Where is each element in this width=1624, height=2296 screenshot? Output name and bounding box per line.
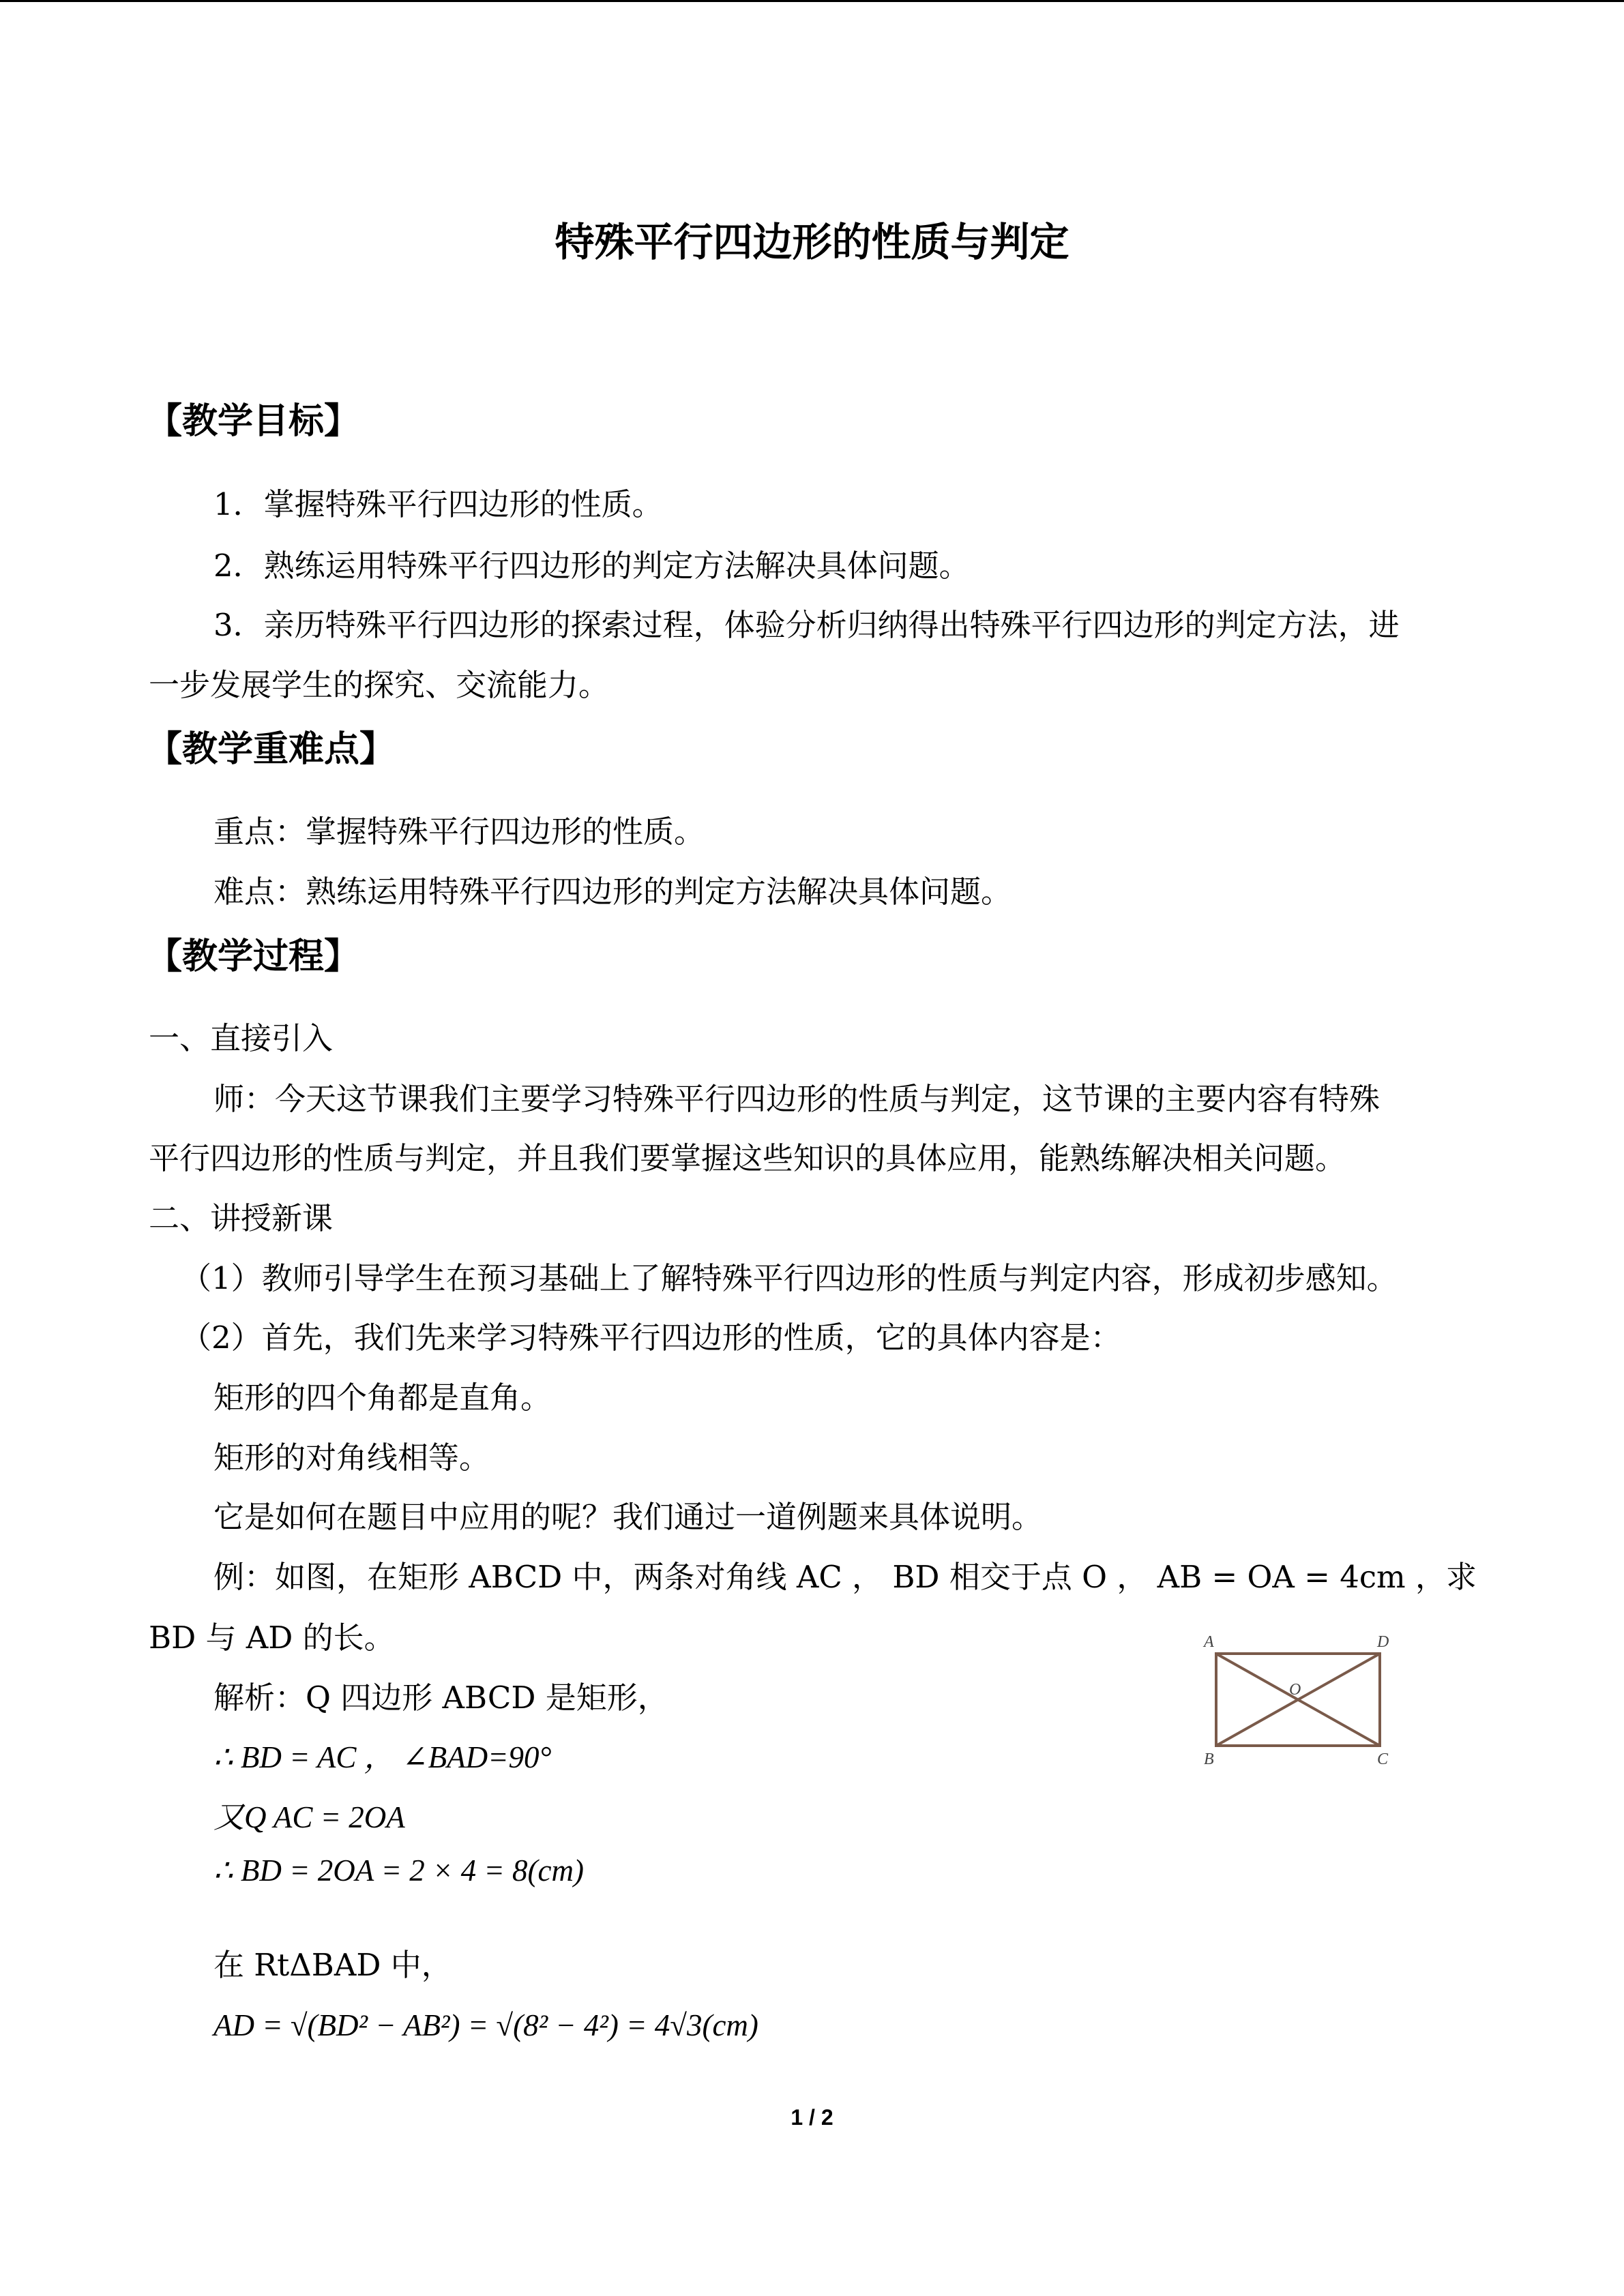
section-1-title: 一、直接引入 — [149, 1020, 334, 1056]
equation-1: ∴ BD = AC ， ∠BAD=90° — [213, 1740, 552, 1774]
question-line: 它是如何在题目中应用的呢？我们通过一道例题来具体说明。 — [213, 1499, 1043, 1535]
equation-2: 又Q AC = 2OA — [213, 1800, 405, 1834]
goal-2: 2．熟练运用特殊平行四边形的判定方法解决具体问题。 — [213, 548, 970, 584]
key-point-1: 重点：掌握特殊平行四边形的性质。 — [213, 814, 705, 850]
heading-process: 【教学过程】 — [147, 936, 360, 977]
solution-intro: 解析：Q 四边形 ABCD 是矩形， — [213, 1680, 668, 1716]
teacher-line-2: 平行四边形的性质与判定，并且我们要掌握这些知识的具体应用，能熟练解决相关问题。 — [149, 1140, 1346, 1176]
page-number: 1 / 2 — [791, 2105, 833, 2130]
in-triangle-line: 在 RtΔBAD 中， — [213, 1947, 452, 1983]
equation-3: ∴ BD = 2OA = 2 × 4 = 8(cm) — [213, 1853, 584, 1888]
example-line-2: BD 与 AD 的长。 — [149, 1620, 395, 1656]
heading-key-points: 【教学重难点】 — [147, 729, 396, 770]
vertex-label-b: B — [1204, 1750, 1214, 1768]
section-2-title: 二、讲授新课 — [149, 1200, 334, 1236]
goal-3: 3．亲历特殊平行四边形的探索过程，体验分析归纳得出特殊平行四边形的判定方法，进 — [213, 607, 1400, 643]
page-title: 特殊平行四边形的性质与判定 — [555, 219, 1069, 265]
step-2: （2）首先，我们先来学习特殊平行四边形的性质，它的具体内容是： — [181, 1320, 1121, 1356]
equation-4: AD = √(BD² − AB²) = √(8² − 4²) = 4√3(cm) — [213, 2008, 758, 2042]
step-1: （1）教师引导学生在预习基础上了解特殊平行四边形的性质与判定内容，形成初步感知。 — [181, 1260, 1398, 1296]
example-line-1: 例：如图，在矩形 ABCD 中，两条对角线 AC ， BD 相交于点 O ， AB = OA = 4cm ，求 — [213, 1559, 1477, 1595]
key-point-2: 难点：熟练运用特殊平行四边形的判定方法解决具体问题。 — [213, 874, 1012, 910]
vertex-label-d: D — [1377, 1633, 1389, 1651]
rectangle-figure — [1190, 1625, 1408, 1772]
vertex-label-c: C — [1377, 1750, 1389, 1768]
heading-goals: 【教学目标】 — [147, 401, 360, 442]
center-label-o: O — [1289, 1681, 1301, 1699]
vertex-label-a: A — [1204, 1633, 1214, 1651]
goal-1: 1．掌握特殊平行四边形的性质。 — [213, 486, 663, 522]
teacher-line-1: 师：今天这节课我们主要学习特殊平行四边形的性质与判定，这节课的主要内容有特殊 — [213, 1081, 1381, 1117]
goal-3-continued: 一步发展学生的探究、交流能力。 — [149, 667, 610, 703]
property-2: 矩形的对角线相等。 — [213, 1440, 490, 1476]
property-1: 矩形的四个角都是直角。 — [213, 1380, 552, 1416]
